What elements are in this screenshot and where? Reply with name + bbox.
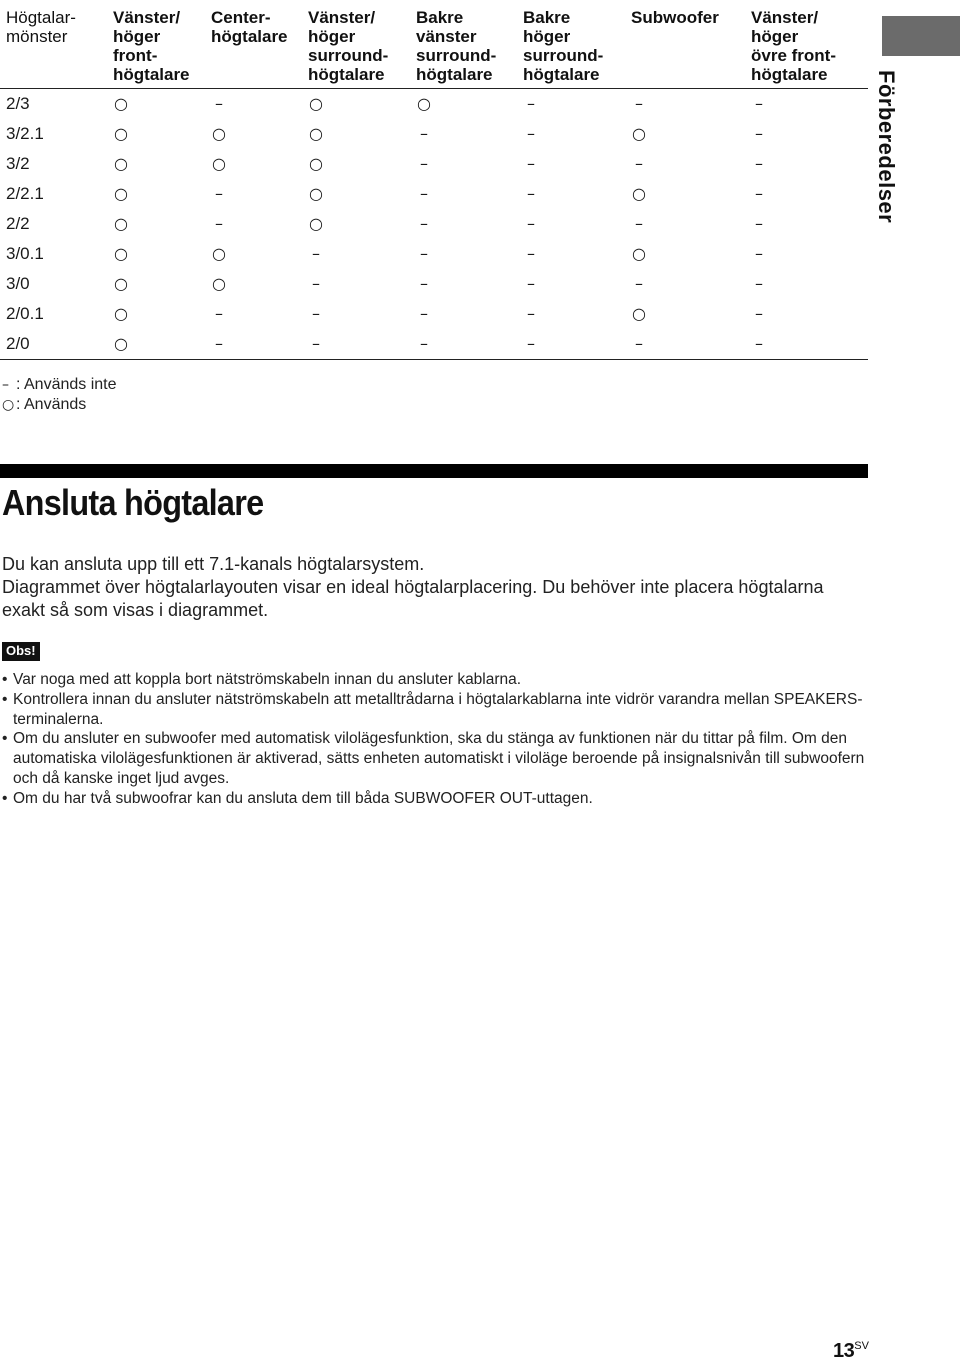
used-circle-icon: ○ bbox=[309, 214, 323, 233]
usage-cell bbox=[631, 89, 751, 120]
speaker-pattern-table bbox=[0, 6, 868, 360]
usage-cell bbox=[523, 299, 631, 329]
not-used-dash-icon: – bbox=[755, 244, 763, 263]
used-circle-icon: ○ bbox=[417, 94, 431, 113]
circle-symbol: ○ bbox=[2, 397, 15, 413]
section-tab-marker bbox=[882, 16, 960, 56]
usage-cell bbox=[751, 179, 868, 209]
table-row bbox=[0, 209, 868, 239]
not-used-dash-icon: – bbox=[635, 334, 643, 353]
header-rear-right-surround: Bakre höger surround- högtalare bbox=[523, 8, 604, 84]
legend-used bbox=[2, 395, 117, 415]
usage-cell bbox=[751, 89, 868, 120]
not-used-dash-icon: – bbox=[215, 184, 223, 203]
usage-cell bbox=[523, 89, 631, 120]
usage-cell bbox=[113, 149, 211, 179]
page-number-suffix: SV bbox=[854, 1340, 869, 1352]
note-item: • Kontrollera innan du ansluter nätströmskabeln att metalltrådarna i högtalarkablarna inte vidrör varandra mellan SPEAKERS-terminalerna. bbox=[2, 690, 868, 730]
table-header-row bbox=[0, 6, 868, 89]
pattern-cell: 3/0.1 bbox=[6, 244, 44, 263]
usage-cell bbox=[211, 89, 308, 120]
header-center-speaker: Center- högtalare bbox=[211, 8, 288, 46]
usage-cell bbox=[751, 329, 868, 360]
table-row bbox=[0, 179, 868, 209]
usage-cell bbox=[631, 269, 751, 299]
header-subwoofer: Subwoofer bbox=[631, 8, 719, 27]
usage-cell bbox=[523, 179, 631, 209]
used-circle-icon: ○ bbox=[212, 244, 226, 263]
not-used-dash-icon: – bbox=[755, 334, 763, 353]
not-used-dash-icon: – bbox=[215, 304, 223, 323]
usage-cell bbox=[308, 299, 416, 329]
usage-cell bbox=[523, 119, 631, 149]
used-circle-icon: ○ bbox=[114, 184, 128, 203]
usage-cell bbox=[211, 119, 308, 149]
header-front-speakers: Vänster/ höger front- högtalare bbox=[113, 8, 190, 84]
note-item: • Om du har två subwoofrar kan du ansluta dem till båda SUBWOOFER OUT-uttagen. bbox=[2, 789, 868, 809]
not-used-dash-icon: – bbox=[755, 184, 763, 203]
usage-cell bbox=[416, 269, 523, 299]
legend-not-used-text: : Används inte bbox=[16, 376, 117, 393]
section-title: Ansluta högtalare bbox=[2, 482, 264, 523]
usage-cell bbox=[113, 299, 211, 329]
table-row bbox=[0, 239, 868, 269]
table-row bbox=[0, 299, 868, 329]
notes-list bbox=[2, 670, 868, 809]
pattern-cell: 3/2.1 bbox=[6, 124, 44, 143]
used-circle-icon: ○ bbox=[309, 184, 323, 203]
not-used-dash-icon: – bbox=[527, 274, 535, 293]
usage-cell bbox=[416, 239, 523, 269]
usage-cell bbox=[308, 239, 416, 269]
used-circle-icon: ○ bbox=[114, 334, 128, 353]
usage-cell bbox=[523, 239, 631, 269]
not-used-dash-icon: – bbox=[527, 214, 535, 233]
table-body bbox=[0, 89, 868, 360]
usage-cell bbox=[308, 89, 416, 120]
not-used-dash-icon: – bbox=[755, 94, 763, 113]
usage-cell bbox=[751, 119, 868, 149]
not-used-dash-icon: – bbox=[420, 334, 428, 353]
page-number bbox=[833, 1340, 869, 1363]
not-used-dash-icon: – bbox=[420, 214, 428, 233]
not-used-dash-icon: – bbox=[527, 184, 535, 203]
usage-cell bbox=[631, 179, 751, 209]
usage-cell bbox=[211, 239, 308, 269]
not-used-dash-icon: – bbox=[755, 214, 763, 233]
usage-cell bbox=[631, 119, 751, 149]
not-used-dash-icon: – bbox=[635, 154, 643, 173]
usage-cell bbox=[211, 269, 308, 299]
usage-cell bbox=[211, 329, 308, 360]
not-used-dash-icon: – bbox=[527, 334, 535, 353]
usage-cell bbox=[523, 209, 631, 239]
usage-cell bbox=[751, 299, 868, 329]
not-used-dash-icon: – bbox=[420, 124, 428, 143]
usage-cell bbox=[631, 149, 751, 179]
usage-cell bbox=[523, 269, 631, 299]
header-front-high-speakers: Vänster/ höger övre front- högtalare bbox=[751, 8, 836, 84]
header-surround-speakers: Vänster/ höger surround- högtalare bbox=[308, 8, 389, 84]
usage-cell bbox=[113, 209, 211, 239]
not-used-dash-icon: – bbox=[527, 154, 535, 173]
used-circle-icon: ○ bbox=[114, 244, 128, 263]
usage-cell bbox=[416, 299, 523, 329]
usage-cell bbox=[523, 329, 631, 360]
usage-cell bbox=[308, 119, 416, 149]
usage-cell bbox=[211, 209, 308, 239]
not-used-dash-icon: – bbox=[527, 94, 535, 113]
usage-cell bbox=[751, 149, 868, 179]
not-used-dash-icon: – bbox=[635, 94, 643, 113]
not-used-dash-icon: – bbox=[527, 304, 535, 323]
usage-cell bbox=[211, 299, 308, 329]
not-used-dash-icon: – bbox=[312, 304, 320, 323]
note-badge: Obs! bbox=[2, 642, 40, 661]
usage-cell bbox=[113, 269, 211, 299]
used-circle-icon: ○ bbox=[212, 124, 226, 143]
usage-cell bbox=[416, 209, 523, 239]
not-used-dash-icon: – bbox=[420, 304, 428, 323]
used-circle-icon: ○ bbox=[632, 244, 646, 263]
used-circle-icon: ○ bbox=[212, 154, 226, 173]
not-used-dash-icon: – bbox=[755, 154, 763, 173]
not-used-dash-icon: – bbox=[312, 334, 320, 353]
used-circle-icon: ○ bbox=[114, 214, 128, 233]
usage-cell bbox=[751, 209, 868, 239]
usage-cell bbox=[113, 239, 211, 269]
table-row bbox=[0, 149, 868, 179]
usage-cell bbox=[308, 209, 416, 239]
used-circle-icon: ○ bbox=[114, 154, 128, 173]
used-circle-icon: ○ bbox=[114, 124, 128, 143]
table-row bbox=[0, 119, 868, 149]
not-used-dash-icon: – bbox=[635, 214, 643, 233]
not-used-dash-icon: – bbox=[215, 214, 223, 233]
page-number-value: 13 bbox=[833, 1340, 855, 1362]
usage-cell bbox=[416, 179, 523, 209]
usage-cell bbox=[416, 119, 523, 149]
used-circle-icon: ○ bbox=[114, 94, 128, 113]
usage-cell bbox=[211, 179, 308, 209]
pattern-cell: 2/0.1 bbox=[6, 304, 44, 323]
used-circle-icon: ○ bbox=[114, 274, 128, 293]
note-item: • Om du ansluter en subwoofer med automatisk vilolägesfunktion, ska du stänga av funktionen när du tittar på film. Om den automatiska vilolägesfunktionen är aktiverad, sätts enheten automatiskt i viloläge beroende på insignalsnivån till subwoofern och då kanske inget ljud avges. bbox=[2, 729, 868, 788]
not-used-dash-icon: – bbox=[420, 154, 428, 173]
usage-cell bbox=[113, 119, 211, 149]
legend-used-text: : Används bbox=[16, 396, 87, 413]
usage-cell bbox=[416, 149, 523, 179]
usage-cell bbox=[523, 149, 631, 179]
dash-symbol: – bbox=[2, 377, 9, 393]
usage-cell bbox=[308, 179, 416, 209]
not-used-dash-icon: – bbox=[527, 124, 535, 143]
not-used-dash-icon: – bbox=[312, 244, 320, 263]
usage-cell bbox=[751, 269, 868, 299]
intro-paragraph: Diagrammet över högtalarlayouten visar en ideal högtalarplacering. Du behöver inte placera högtalarna exakt så som visas i diagrammet. bbox=[2, 577, 824, 620]
table-row bbox=[0, 329, 868, 360]
table-legend bbox=[2, 375, 117, 415]
section-intro bbox=[2, 553, 862, 622]
not-used-dash-icon: – bbox=[312, 274, 320, 293]
usage-cell bbox=[751, 239, 868, 269]
not-used-dash-icon: – bbox=[755, 304, 763, 323]
not-used-dash-icon: – bbox=[635, 274, 643, 293]
table-row bbox=[0, 269, 868, 299]
usage-cell bbox=[631, 209, 751, 239]
used-circle-icon: ○ bbox=[632, 124, 646, 143]
not-used-dash-icon: – bbox=[527, 244, 535, 263]
not-used-dash-icon: – bbox=[420, 184, 428, 203]
used-circle-icon: ○ bbox=[632, 184, 646, 203]
pattern-cell: 2/0 bbox=[6, 334, 30, 353]
not-used-dash-icon: – bbox=[420, 244, 428, 263]
used-circle-icon: ○ bbox=[212, 274, 226, 293]
not-used-dash-icon: – bbox=[755, 124, 763, 143]
section-divider-bar bbox=[0, 464, 868, 478]
usage-cell bbox=[308, 329, 416, 360]
pattern-cell: 2/3 bbox=[6, 94, 30, 113]
header-speaker-pattern: Högtalar- mönster bbox=[6, 8, 76, 46]
used-circle-icon: ○ bbox=[632, 304, 646, 323]
usage-cell bbox=[113, 179, 211, 209]
used-circle-icon: ○ bbox=[309, 124, 323, 143]
not-used-dash-icon: – bbox=[215, 94, 223, 113]
used-circle-icon: ○ bbox=[114, 304, 128, 323]
usage-cell bbox=[211, 149, 308, 179]
usage-cell bbox=[631, 299, 751, 329]
pattern-cell: 2/2 bbox=[6, 214, 30, 233]
table-row bbox=[0, 89, 868, 120]
pattern-cell: 3/0 bbox=[6, 274, 30, 293]
legend-not-used bbox=[2, 375, 117, 395]
usage-cell bbox=[416, 89, 523, 120]
usage-cell bbox=[416, 329, 523, 360]
not-used-dash-icon: – bbox=[420, 274, 428, 293]
not-used-dash-icon: – bbox=[215, 334, 223, 353]
usage-cell bbox=[631, 239, 751, 269]
header-rear-left-surround: Bakre vänster surround- högtalare bbox=[416, 8, 497, 84]
usage-cell bbox=[113, 89, 211, 120]
used-circle-icon: ○ bbox=[309, 94, 323, 113]
used-circle-icon: ○ bbox=[309, 154, 323, 173]
intro-paragraph: Du kan ansluta upp till ett 7.1-kanals högtalarsystem. bbox=[2, 554, 425, 574]
usage-cell bbox=[308, 269, 416, 299]
usage-cell bbox=[113, 329, 211, 360]
section-tab-label: Förberedelser bbox=[874, 70, 899, 224]
usage-cell bbox=[308, 149, 416, 179]
pattern-cell: 3/2 bbox=[6, 154, 30, 173]
note-item: • Var noga med att koppla bort nätströmskabeln innan du ansluter kablarna. bbox=[2, 670, 868, 690]
pattern-cell: 2/2.1 bbox=[6, 184, 44, 203]
usage-cell bbox=[631, 329, 751, 360]
not-used-dash-icon: – bbox=[755, 274, 763, 293]
